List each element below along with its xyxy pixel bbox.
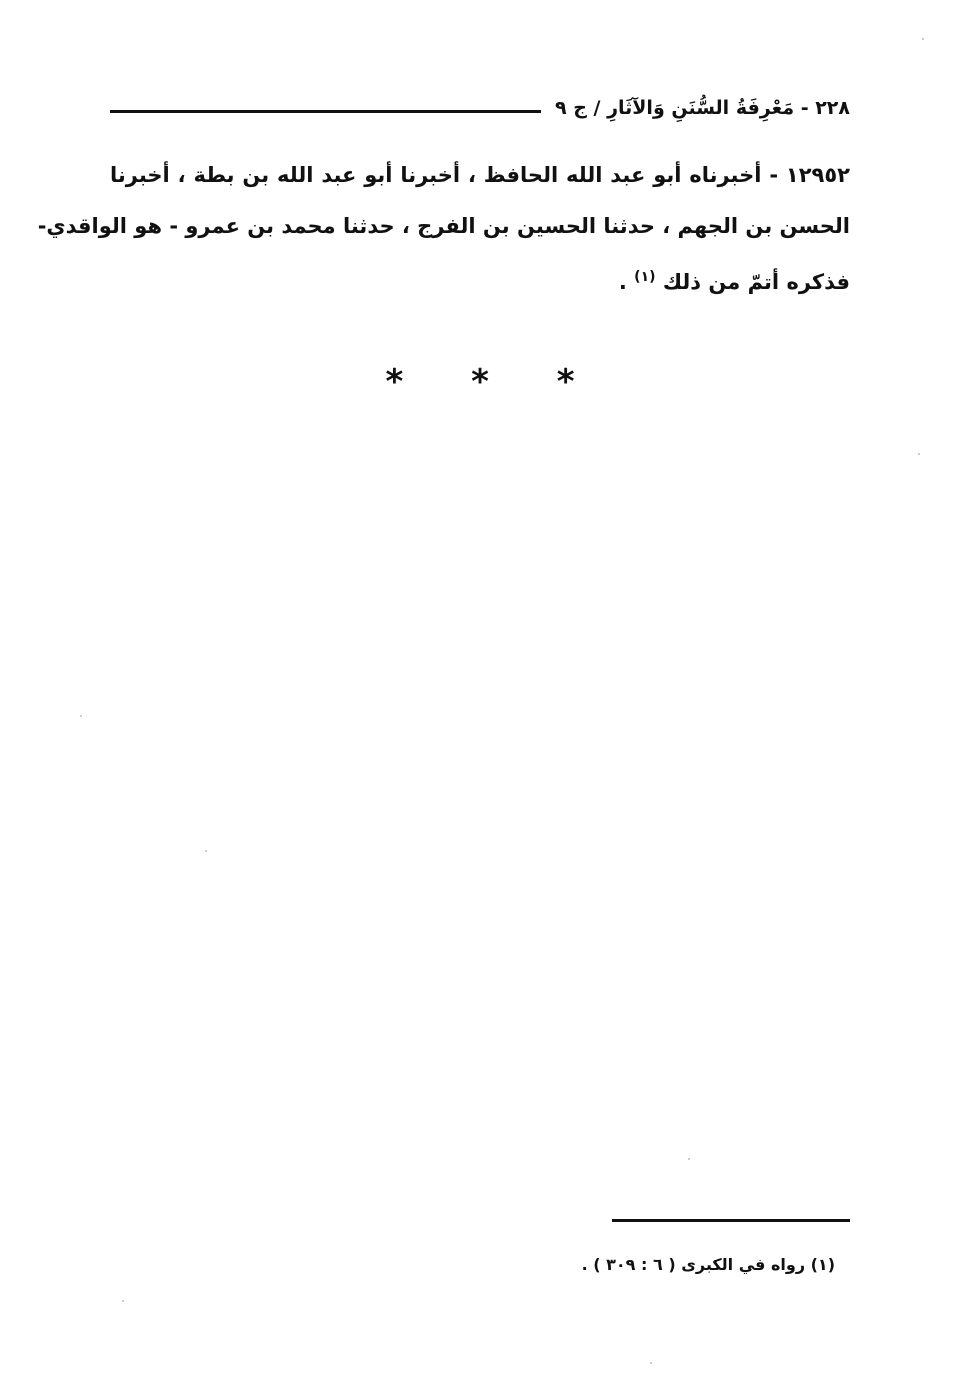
scan-speck	[922, 38, 924, 40]
text-line: ١٢٩٥٢ - أخبرناه أبو عبد الله الحافظ ، أخبرنا أبو عبد الله بن بطة ، أخبرنا	[110, 163, 850, 187]
asterisk-mark: *	[385, 362, 404, 402]
asterisk-mark: *	[556, 362, 575, 402]
scan-speck	[80, 715, 82, 717]
asterisk-mark: *	[471, 362, 489, 402]
scan-speck	[650, 1362, 652, 1364]
section-separator	[0, 362, 960, 402]
text-line-content: فذكره أتمّ من ذلك	[662, 270, 850, 294]
footnote-rule	[612, 1219, 850, 1222]
scan-speck	[918, 453, 920, 455]
text-line-last	[110, 252, 850, 308]
footnote: (١) رواه في الكبرى ( ٦ : ٣٠٩ ) .	[581, 1255, 835, 1274]
main-text	[37, 150, 850, 308]
footnote-reference: (١)	[634, 269, 656, 285]
text-line: الحسن بن الجهم ، حدثنا الحسين بن الفرج ، حدثنا محمد بن عمرو - هو الواقدي-	[37, 214, 850, 238]
page-header	[110, 88, 850, 128]
scan-speck	[122, 1300, 124, 1302]
scan-speck	[688, 1158, 690, 1160]
scan-speck	[205, 850, 207, 852]
header-rule	[110, 110, 541, 113]
running-title: ٢٢٨ - مَعْرِفَةُ السُّنَنِ وَالآثَارِ / ج ٩	[554, 97, 850, 119]
end-punctuation: .	[618, 270, 635, 294]
